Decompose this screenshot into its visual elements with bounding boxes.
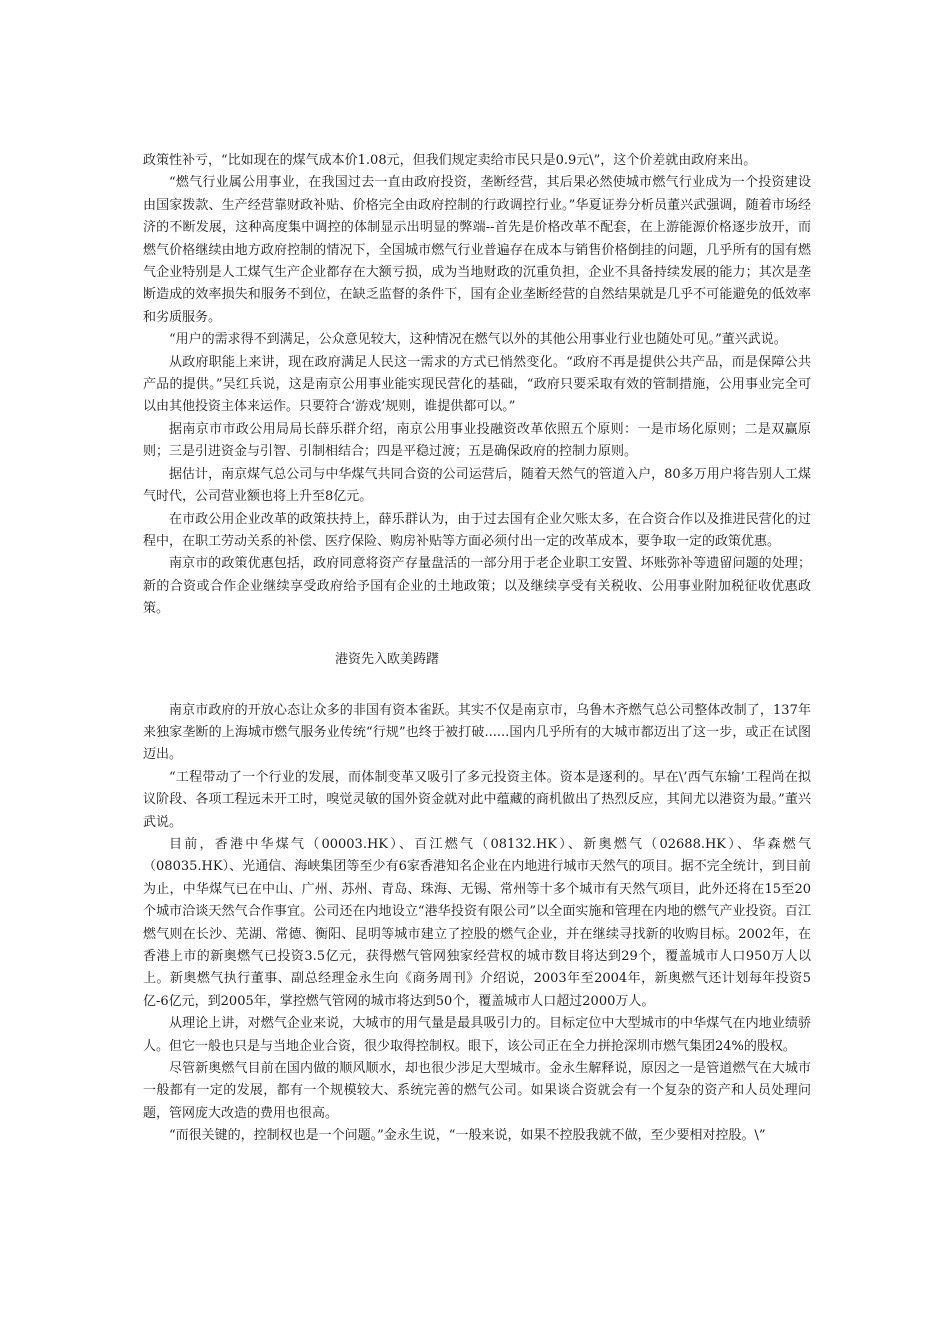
paragraph: 南京市的政策优惠包括，政府同意将资产存量盘活的一部分用于老企业职工安置、坏账弥补等遗留问题的处理；新的合资或合作企业继续享受政府给予国有企业的土地政策；以及继续享受有关税收、公用事业附加税征收优惠政策。 (143, 556, 811, 617)
paragraph: 从政府职能上来讲，现在政府满足人民这一需求的方式已悄然变化。“政府不再是提供公共产品，而是保障公共产品的提供。”吴红兵说，这是南京公用事业能实现民营化的基础，“政府只要采取有效的管制措施，公用事业完全可以由其他投资主体来运作。只要符合‘游戏’规则，谁提供都可以。” (143, 354, 811, 415)
paragraph: 据估计，南京煤气总公司与中华煤气共同合资的公司运营后，随着天然气的管道入户，80多万用户将告别人工煤气时代，公司营业额也将上升至8亿元。 (143, 466, 811, 505)
paragraph: 据南京市市政公用局局长薛乐群介绍，南京公用事业投融资改革依照五个原则：一是市场化原则；二是双赢原则；三是引进资金与引智、引制相结合；四是平稳过渡；五是确保政府的控制力原则。 (143, 421, 811, 460)
document-page (143, 150, 811, 1148)
paragraph: 南京市政府的开放心态让众多的非国有资本雀跃。其实不仅是南京市，乌鲁木齐燃气总公司整体改制了，137年来独家垄断的上海城市燃气服务业传统“行规”也终于被打破......国内几乎所有的大城市都迈出了这一步，或正在试图迈出。 (143, 702, 811, 763)
paragraph: 从理论上讲，对燃气企业来说，大城市的用气量是最具吸引力的。目标定位中大型城市的中华煤气在内地业绩骄人。但它一般也只是与当地企业合资，很少取得控制权。眼下，该公司正在全力拼抢深圳市燃气集团24%的股权。 (143, 1016, 811, 1054)
paragraph: 在市政公用企业改革的政策扶持上，薛乐群认为，由于过去国有企业欠账太多，在合资合作以及推进民营化的过程中，在职工劳动关系的补偿、医疗保险、购房补贴等方面必须付出一定的改革成本，要争取一定的政策优惠。 (143, 511, 811, 549)
paragraph: “而很关键的，控制权也是一个问题。”金永生说，“一般来说，如果不控股我就不做，至少要相对控股。\” (169, 1128, 766, 1144)
paragraph: “燃气行业属公用事业，在我国过去一直由政府投资，垄断经营，其后果必然使城市燃气行业成为一个投资建设由国家拨款、生产经营靠财政补贴、价格完全由政府控制的行政调控行业。”华夏证券分析员董兴武强调，随着市场经济的不断发展，这种高度集中调控的体制显示出明显的弊端--首先是价格改革不配套，在上游能源价格逐步放开，而燃气价格继续由地方政府控制的情况下，全国城市燃气行业普遍存在成本与销售价格倒挂的问题，几乎所有的国有燃气企业特别是人工煤气生产企业都存在大额亏损，成为当地财政的沉重负担，企业不具备持续发展的能力；其次是垄断造成的效率损失和服务不到位，在缺乏监督的条件下，国有企业垄断经营的自然结果就是几乎不可能避免的低效率和劣质服务。 (143, 175, 811, 325)
paragraph: “工程带动了一个行业的发展，而体制变革又吸引了多元投资主体。资本是逐利的。早在\’西气东输’工程尚在拟议阶段、各项工程远未开工时，嗅觉灵敏的国外资金就对此中蕴藏的商机做出了热烈反应，其间尤以港资为最。”董兴武说。 (143, 769, 811, 830)
section-heading: 港资先入欧美踌躇 (335, 651, 440, 667)
paragraph: “用户的需求得不到满足，公众意见较大，这种情况在燃气以外的其他公用事业行业也随处可见。”董兴武说。 (169, 332, 787, 348)
paragraph: 目前，香港中华煤气（00003.HK）、百江燃气（08132.HK）、新奥燃气（02688.HK）、华森燃气（08035.HK）、光通信、海峡集团等至少有6家香港知名企业在内地进行城市天然气的项目。据不完全统计，到目前为止，中华煤气已在中山、广州、苏州、青岛、珠海、无锡、常州等十多个城市有天然气项目，此外还将在15至20个城市洽谈天然气合作事宜。公司还在内地设立“港华投资有限公司”以全面实施和管理在内地的燃气产业投资。百江燃气则在长沙、芜湖、常德、衡阳、昆明等城市建立了控股的燃气企业，并在继续寻找新的收购目标。2002年，在香港上市的新奥燃气已投资3.5亿元，获得燃气管网独家经营权的城市数目将达到29个，覆盖城市人口950万人以上。新奥燃气执行董事、副总经理金永生向《商务周刊》介绍说，2003年至2004年，新奥燃气还计划每年投资5亿-6亿元，到2005年，掌控燃气管网的城市将达到50个，覆盖城市人口超过2000万人。 (143, 836, 811, 1009)
paragraph: 政策性补亏，“比如现在的煤气成本价1.08元，但我们规定卖给市民只是0.9元\”，这个价差就由政府来出。 (143, 153, 757, 168)
paragraph: 尽管新奥燃气目前在国内做的顺风顺水，却也很少涉足大型城市。金永生解释说，原因之一是管道燃气在大城市一般都有一定的发展，都有一个规模较大、系统完善的燃气公司。如果谈合资就会有一个复杂的资产和人员处理问题，管网庞大改造的费用也很高。 (143, 1061, 811, 1121)
